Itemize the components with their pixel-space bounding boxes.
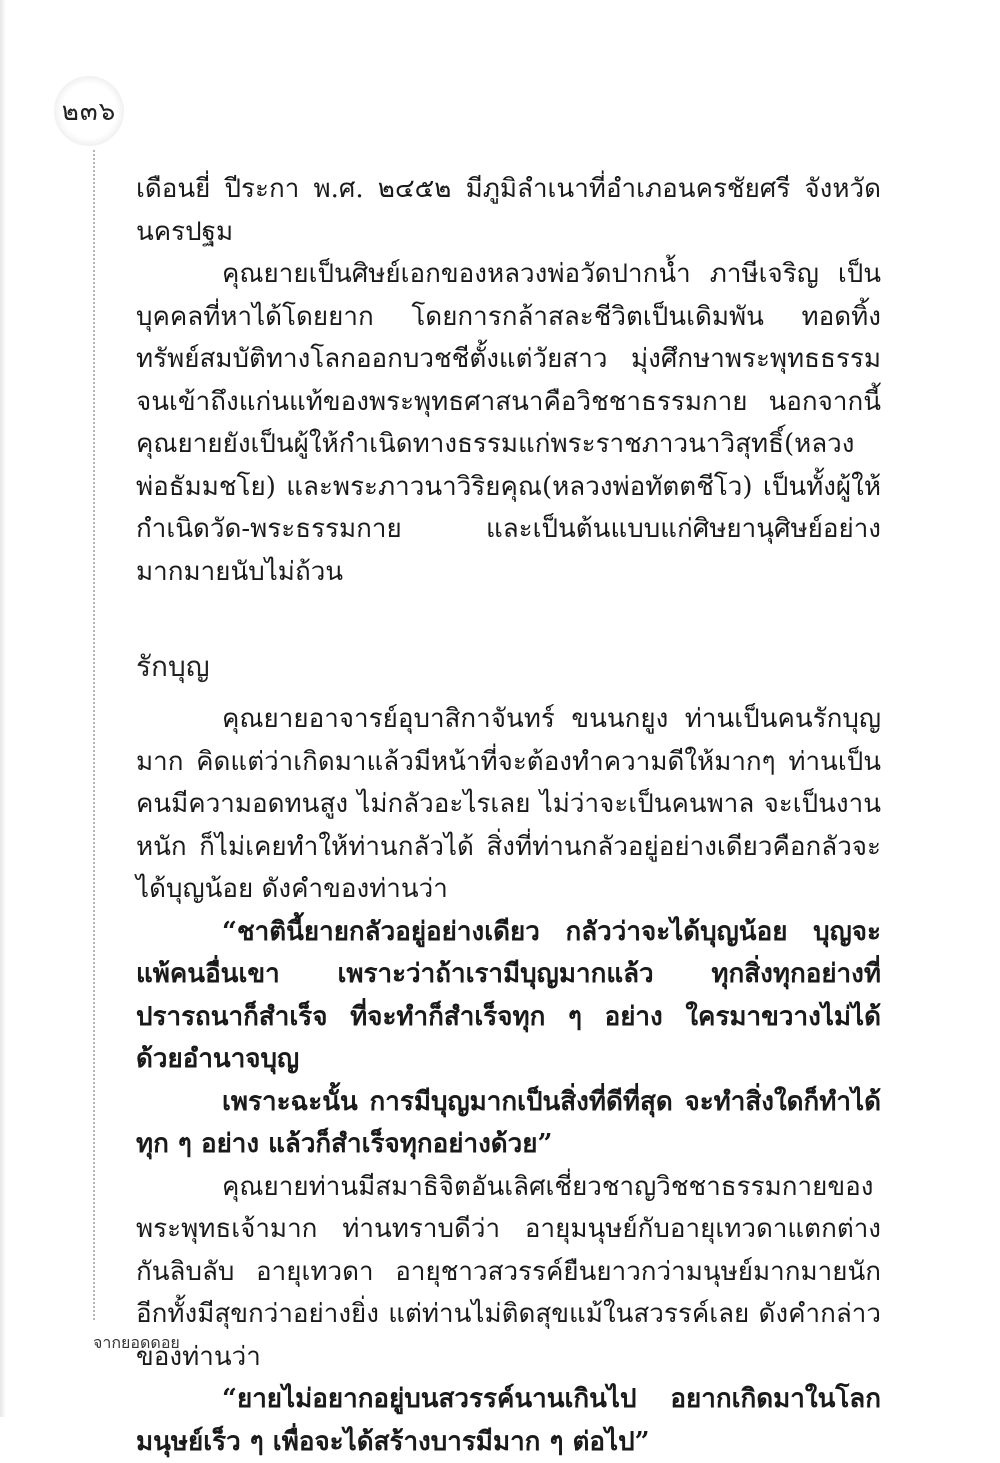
- paragraph: เดือนยี่ ปีระกา พ.ศ. ๒๔๕๒ มีภูมิลำเนาที่อำเภอนครชัยศรี จังหวัดนครปฐม: [136, 174, 881, 247]
- paragraph: คุณยายเป็นศิษย์เอกของหลวงพ่อวัดปากน้ำ ภาษีเจริญ เป็นบุคคลที่หาได้โดยยาก โดยการกล้าสละชีวิตเป็นเดิมพัน ทอดทิ้งทรัพย์สมบัติทางโลกออกบวชชีตั้งแต่วัยสาว มุ่งศึกษาพระพุทธธรรมจนเข้าถึงแก่นแท้ของพระพุทธศาสนาคือวิชชาธรรมกาย นอกจากนี้คุณยายยังเป็นผู้ให้กำเนิดทางธรรมแก่พระราชภาวนาวิสุทธิ์(หลวงพ่อธัมมชโย) และพระภาวนาวิริยคุณ(หลวงพ่อทัตตชีโว) เป็นทั้งผู้ให้กำเนิดวัด-พระธรรมกาย และเป็นต้นแบบแก่ศิษยานุศิษย์อย่างมากมายนับไม่ถ้วน: [136, 259, 881, 587]
- paragraph: คุณยายท่านมีสมาธิจิตอันเลิศเชี่ยวชาญวิชชาธรรมกายของพระพุทธเจ้ามาก ท่านทราบดีว่า อายุมนุษย์กับอายุเทวดาแตกต่างกันลิบลับ อายุเทวดา อายุชาวสวรรค์ยืนยาวกว่ามนุษย์มากมายนัก อีกทั้งมีสุขกว่าอย่างยิ่ง แต่ท่านไม่ติดสุขแม้ในสวรรค์เลย ดังคำกล่าวของท่านว่า: [136, 1171, 881, 1372]
- page-number: ๒๓๖: [61, 96, 117, 127]
- quote-paragraph: “ยายไม่อยากอยู่บนสวรรค์นานเกินไป อยากเกิดมาในโลกมนุษย์เร็ว ๆ เพื่อจะได้สร้างบารมีมาก ๆ ต่อไป”: [136, 1384, 881, 1457]
- quote-paragraph: “ชาตินี้ยายกลัวอยู่อย่างเดียว กลัวว่าจะได้บุญน้อย บุญจะแพ้คนอื่นเขา เพราะว่าถ้าเรามีบุญมากแล้ว ทุกสิ่งทุกอย่างที่ปรารถนาก็สำเร็จ ที่จะทำก็สำเร็จทุก ๆ อย่าง ใครมาขวางไม่ได้ ด้วยอำนาจบุญ: [136, 916, 881, 1074]
- body-text: [136, 168, 881, 1463]
- section-heading: รักบุญ: [136, 650, 210, 683]
- dotted-margin-rule: [93, 150, 95, 1320]
- paragraph: คุณยายอาจารย์อุบาสิกาจันทร์ ขนนกยูง ท่านเป็นคนรักบุญมาก คิดแต่ว่าเกิดมาแล้วมีหน้าที่จะต้องทำความดีให้มากๆ ท่านเป็นคนมีความอดทนสูง ไม่กลัวอะไรเลย ไม่ว่าจะเป็นคนพาล จะเป็นงานหนัก ก็ไม่เคยทำให้ท่านกลัวได้ สิ่งที่ท่านกลัวอยู่อย่างเดียวคือกลัวจะได้บุญน้อย ดังคำของท่านว่า: [136, 704, 881, 904]
- page-number-badge: [54, 76, 124, 146]
- running-footer: จากยอดดอย: [93, 1333, 180, 1352]
- page-edge: [0, 0, 6, 1417]
- quote-paragraph: เพราะฉะนั้น การมีบุญมากเป็นสิ่งที่ดีที่สุด จะทำสิ่งใดก็ทำได้ทุก ๆ อย่าง แล้วก็สำเร็จทุกอย่างด้วย”: [136, 1086, 881, 1159]
